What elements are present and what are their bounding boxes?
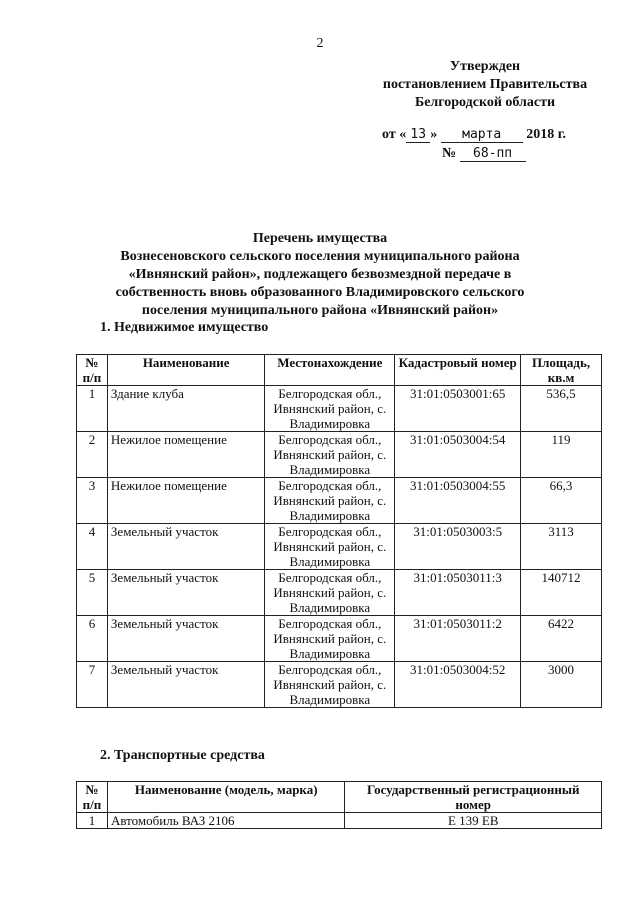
cell-location: Белгородская обл., Ивнянский район, с. Владимировка xyxy=(265,570,395,616)
cell-location: Белгородская обл., Ивнянский район, с. Владимировка xyxy=(265,478,395,524)
cell-name: Земельный участок xyxy=(107,616,265,662)
date-prefix: от « xyxy=(382,127,407,142)
cell-number: 3 xyxy=(77,478,108,524)
cell-number: 5 xyxy=(77,570,108,616)
date-year: 2018 г. xyxy=(526,127,566,142)
cell-area: 119 xyxy=(521,432,602,478)
approval-line: Белгородской области xyxy=(414,95,556,110)
cell-name: Земельный участок xyxy=(107,524,265,570)
cell-location: Белгородская обл., Ивнянский район, с. Владимировка xyxy=(265,662,395,708)
cell-area: 140712 xyxy=(521,570,602,616)
header-name: Наименование xyxy=(107,355,265,386)
cell-number: 2 xyxy=(77,432,108,478)
cell-cadastral: 31:01:0503004:52 xyxy=(395,662,521,708)
header-number: № п/п xyxy=(77,782,108,813)
realty-table xyxy=(76,354,602,708)
header-model: Наименование (модель, марка) xyxy=(107,782,345,813)
title-line: Вознесеновского сельского поселения муниципального района xyxy=(120,249,520,264)
cell-number: 6 xyxy=(77,616,108,662)
table-row xyxy=(77,524,602,570)
header-reg-number: Государственный регистрационный номер xyxy=(345,782,602,813)
cell-area: 6422 xyxy=(521,616,602,662)
number-value: 68-пп xyxy=(460,146,526,162)
section-title-vehicles: 2. Транспортные средства xyxy=(100,748,265,763)
cell-name: Нежилое помещение xyxy=(107,478,265,524)
title-line: «Ивнянский район», подлежащего безвозмездной передаче в xyxy=(128,267,512,282)
cell-name: Земельный участок xyxy=(107,570,265,616)
table-row xyxy=(77,478,602,524)
cell-area: 66,3 xyxy=(521,478,602,524)
cell-area: 536,5 xyxy=(521,386,602,432)
page-number: 2 xyxy=(316,36,324,51)
cell-location: Белгородская обл., Ивнянский район, с. Владимировка xyxy=(265,386,395,432)
date-month: марта xyxy=(441,127,523,143)
cell-area: 3113 xyxy=(521,524,602,570)
table-row xyxy=(77,616,602,662)
header-area: Площадь, кв.м xyxy=(521,355,602,386)
approval-number xyxy=(442,146,526,162)
cell-location: Белгородская обл., Ивнянский район, с. Владимировка xyxy=(265,432,395,478)
header-location: Местонахождение xyxy=(265,355,395,386)
header-number: № п/п xyxy=(77,355,108,386)
cell-cadastral: 31:01:0503001:65 xyxy=(395,386,521,432)
cell-name: Земельный участок xyxy=(107,662,265,708)
cell-number: 4 xyxy=(77,524,108,570)
table-row xyxy=(77,386,602,432)
cell-cadastral: 31:01:0503011:3 xyxy=(395,570,521,616)
table-row xyxy=(77,432,602,478)
table-row xyxy=(77,662,602,708)
date-day: 13 xyxy=(406,127,430,143)
title-line: поселения муниципального района «Ивнянский район» xyxy=(141,303,499,318)
cell-number: 1 xyxy=(77,813,108,829)
cell-location: Белгородская обл., Ивнянский район, с. Владимировка xyxy=(265,524,395,570)
cell-cadastral: 31:01:0503004:54 xyxy=(395,432,521,478)
cell-cadastral: 31:01:0503004:55 xyxy=(395,478,521,524)
header-cadastral: Кадастровый номер xyxy=(395,355,521,386)
cell-name: Здание клуба xyxy=(107,386,265,432)
cell-number: 1 xyxy=(77,386,108,432)
cell-model: Автомобиль ВАЗ 2106 xyxy=(107,813,345,829)
document-title xyxy=(90,230,550,320)
approval-stamp xyxy=(370,58,600,112)
vehicles-table xyxy=(76,781,602,829)
cell-number: 7 xyxy=(77,662,108,708)
approval-line: постановлением Правительства xyxy=(382,77,588,92)
cell-reg-number: Е 139 ЕВ xyxy=(345,813,602,829)
cell-location: Белгородская обл., Ивнянский район, с. Владимировка xyxy=(265,616,395,662)
date-mid: » xyxy=(430,127,438,142)
title-line: собственность вновь образованного Владимировского сельского xyxy=(115,285,525,300)
cell-cadastral: 31:01:0503011:2 xyxy=(395,616,521,662)
number-prefix: № xyxy=(442,146,457,161)
cell-area: 3000 xyxy=(521,662,602,708)
table-header-row xyxy=(77,782,602,813)
table-row xyxy=(77,570,602,616)
table-row xyxy=(77,813,602,829)
cell-cadastral: 31:01:0503003:5 xyxy=(395,524,521,570)
approval-date xyxy=(382,127,566,143)
table-header-row xyxy=(77,355,602,386)
title-line: Перечень имущества xyxy=(252,231,388,246)
section-title-realty: 1. Недвижимое имущество xyxy=(100,320,269,335)
cell-name: Нежилое помещение xyxy=(107,432,265,478)
approval-line: Утвержден xyxy=(449,59,521,74)
